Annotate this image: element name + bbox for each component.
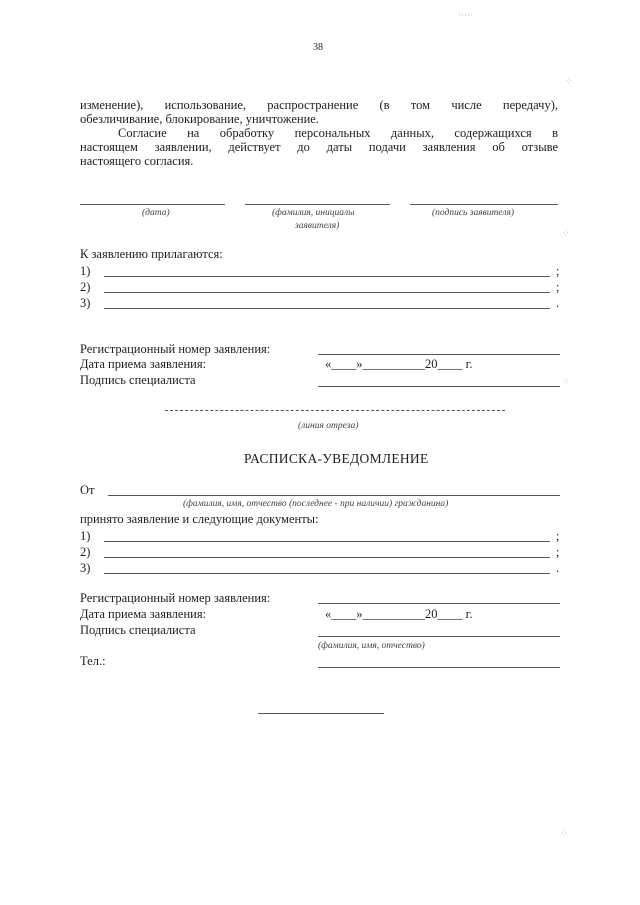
- cut-line: [165, 410, 505, 411]
- signature-caption: (подпись заявителя): [432, 208, 515, 218]
- scan-speck: ⁘: [562, 228, 570, 238]
- semicolon: ;: [556, 529, 560, 543]
- specialist-signature-field[interactable]: [318, 386, 560, 387]
- date-caption: (дата): [142, 208, 170, 218]
- scan-speck: ⁘: [565, 76, 573, 86]
- receipt-date-label: Дата приема заявления:: [80, 607, 207, 621]
- semicolon: ;: [556, 545, 560, 559]
- attachment-field-1[interactable]: [104, 276, 550, 277]
- name-line[interactable]: [245, 204, 390, 205]
- name-caption-line1: (фамилия, инициалы: [272, 208, 355, 218]
- from-caption: (фамилия, имя, отчество (последнее - при наличии) гражданина): [183, 499, 449, 509]
- attachment-label-2: 2): [80, 280, 91, 294]
- period: .: [556, 561, 560, 575]
- receipt-doc-field-3[interactable]: [104, 573, 550, 574]
- reg-number-field[interactable]: [318, 354, 560, 355]
- attachment-field-2[interactable]: [104, 292, 550, 293]
- scan-speck: ⁘: [560, 828, 568, 838]
- phone-field[interactable]: [318, 667, 560, 668]
- date-received-value[interactable]: «____»__________20____ г.: [325, 357, 473, 371]
- name-caption-line2: заявителя): [295, 221, 340, 231]
- attachment-field-3[interactable]: [104, 308, 550, 309]
- consent-line-4: настоящем заявлении, действует до даты подачи заявления об отзыве: [80, 140, 558, 154]
- receipt-reg-number-field[interactable]: [318, 603, 560, 604]
- closing-rule: [258, 713, 384, 714]
- signature-line[interactable]: [410, 204, 558, 205]
- cut-line-caption: (линия отреза): [298, 421, 359, 431]
- receipt-doc-label-2: 2): [80, 545, 91, 559]
- accepted-label: принято заявление и следующие документы:: [80, 512, 319, 526]
- receipt-specialist-label: Подпись специалиста: [80, 623, 196, 637]
- date-received-label: Дата приема заявления:: [80, 357, 207, 371]
- from-label: От: [80, 483, 95, 497]
- consent-line-5: настоящего согласия.: [80, 154, 194, 168]
- semicolon: ;: [556, 264, 560, 278]
- date-line[interactable]: [80, 204, 225, 205]
- page-number: 38: [313, 42, 323, 53]
- reg-number-label: Регистрационный номер заявления:: [80, 342, 271, 356]
- attachment-label-3: 3): [80, 296, 91, 310]
- receipt-specialist-field[interactable]: [318, 636, 560, 637]
- receipt-date-value[interactable]: «____»__________20____ г.: [325, 607, 473, 621]
- specialist-signature-label: Подпись специалиста: [80, 373, 196, 387]
- attachments-title: К заявлению прилагаются:: [80, 247, 223, 261]
- receipt-doc-label-3: 3): [80, 561, 91, 575]
- receipt-reg-number-label: Регистрационный номер заявления:: [80, 591, 271, 605]
- receipt-doc-field-2[interactable]: [104, 557, 550, 558]
- attachment-label-1: 1): [80, 264, 91, 278]
- receipt-doc-label-1: 1): [80, 529, 91, 543]
- receipt-specialist-caption: (фамилия, имя, отчество): [318, 641, 425, 651]
- from-field[interactable]: [108, 495, 560, 496]
- phone-label: Тел.:: [80, 654, 106, 668]
- consent-line-3: Согласие на обработку персональных данных, содержащихся в: [118, 126, 558, 140]
- semicolon: ;: [556, 280, 560, 294]
- receipt-doc-field-1[interactable]: [104, 541, 550, 542]
- receipt-title: РАСПИСКА-УВЕДОМЛЕНИЕ: [244, 451, 429, 466]
- consent-line-2: обезличивание, блокирование, уничтожение.: [80, 112, 319, 126]
- consent-paragraph: [80, 98, 558, 168]
- consent-line-1: изменение), использование, распространение (в том числе передачу),: [80, 98, 558, 112]
- scan-speck: ⁘: [562, 376, 570, 386]
- scan-speck: ·····: [458, 10, 473, 20]
- period: .: [556, 296, 560, 310]
